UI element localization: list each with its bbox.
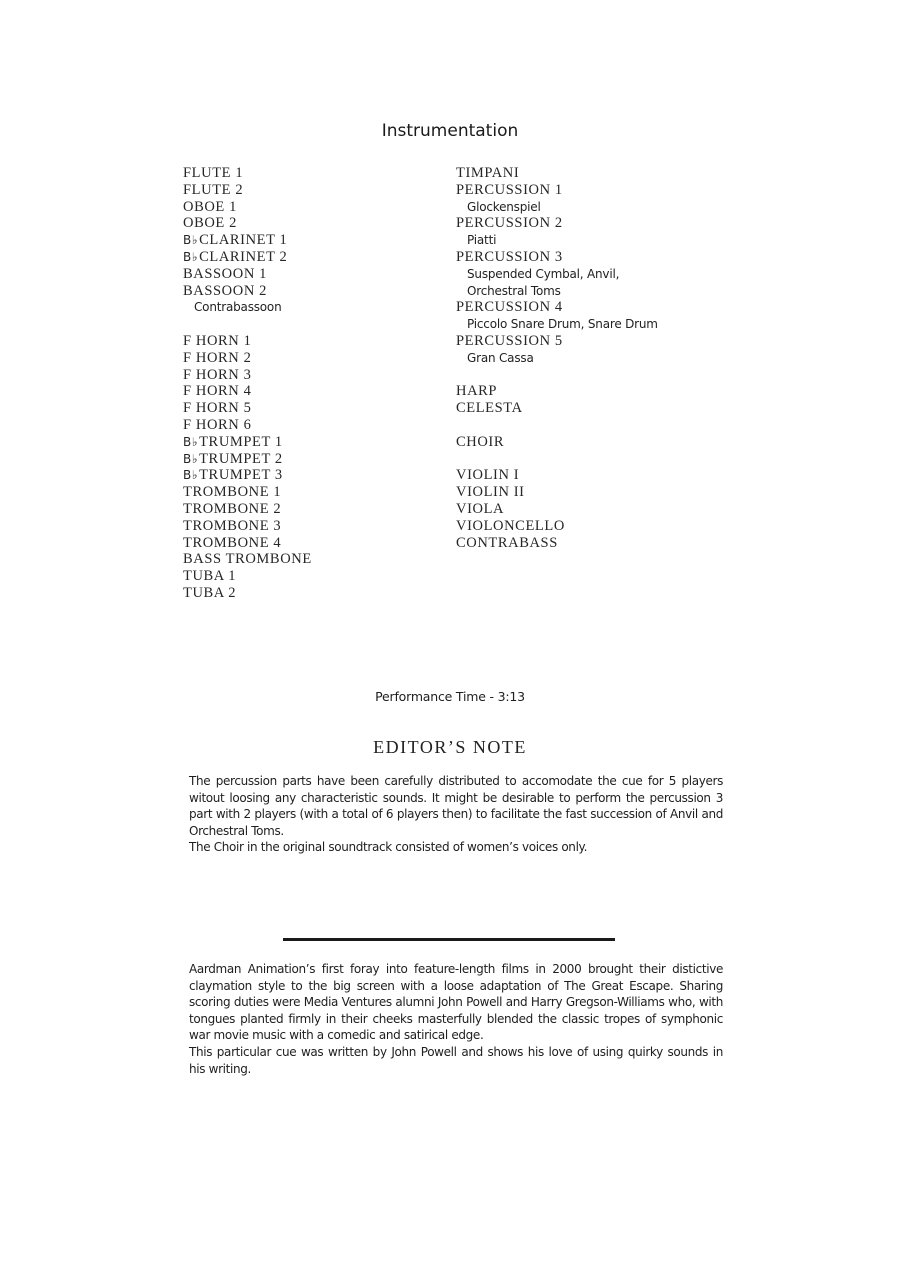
instrument-name: VIOLONCELLO	[456, 517, 565, 534]
instrument-doubling: Glockenspiel	[467, 199, 541, 214]
instrument-entry	[183, 350, 312, 367]
instrument-entry	[183, 501, 312, 518]
instrument-name: FLUTE 2	[183, 181, 244, 198]
instrument-entry	[456, 182, 658, 199]
instrument-name: VIOLIN II	[456, 484, 525, 501]
instrument-entry	[456, 165, 658, 182]
instrument-name: OBOE 1	[183, 198, 237, 215]
instrument-name: PERCUSSION 1	[456, 181, 563, 198]
instrument-name: TUBA 2	[183, 584, 237, 601]
instrument-entry	[183, 400, 312, 417]
instrument-entry	[183, 199, 312, 216]
instrument-name: PERCUSSION 4	[456, 299, 563, 316]
flat-key-label: B♭	[183, 233, 199, 248]
instrument-name: CLARINET 2	[199, 248, 288, 265]
instrument-doubling: Piatti	[467, 233, 497, 248]
instrument-entry	[183, 283, 312, 300]
instrument-entry	[456, 535, 658, 552]
flat-key-label: B♭	[183, 434, 199, 449]
flat-key-label: B♭	[183, 451, 199, 466]
instrument-name: PERCUSSION 2	[456, 215, 563, 232]
instrument-entry	[456, 383, 658, 400]
instrument-entry	[456, 434, 658, 451]
instrument-entry	[183, 535, 312, 552]
instrument-entry	[456, 249, 658, 266]
instrument-doubling: Contrabassoon	[194, 300, 282, 315]
instrument-entry	[183, 518, 312, 535]
instrument-name: TROMBONE 4	[183, 534, 282, 551]
about-text	[189, 961, 723, 1077]
instrument-entry	[183, 182, 312, 199]
instrument-name: CHOIR	[456, 433, 505, 450]
instrument-name: F HORN 6	[183, 416, 252, 433]
instrument-entry	[183, 215, 312, 232]
instrument-entry	[183, 333, 312, 350]
instrument-name: TRUMPET 2	[199, 450, 283, 467]
instrument-entry	[183, 367, 312, 384]
instrument-name: F HORN 1	[183, 332, 252, 349]
instrument-name: CELESTA	[456, 400, 523, 417]
instrument-doubling: Gran Cassa	[467, 350, 534, 365]
instrument-name: BASS TROMBONE	[183, 551, 312, 568]
instrument-doubling: Orchestral Toms	[467, 283, 561, 298]
instrument-name: TROMBONE 2	[183, 500, 282, 517]
performance-time: Performance Time - 3:13	[375, 689, 525, 704]
instrument-entry	[183, 232, 312, 249]
editors-note-paragraph: The percussion parts have been carefully distributed to accomodate the cue for 5 players witout loosing any characteristic sounds. It might be desirable to perform the percussion 3 part with 2 players (with a total of 6 players then) to facilitate the fast succession of Anvil and Orchestral Toms.	[189, 774, 723, 838]
section-gap	[456, 451, 658, 468]
section-gap	[183, 316, 312, 333]
instrument-doubling: Piccolo Snare Drum, Snare Drum	[467, 317, 658, 332]
instrument-entry	[183, 165, 312, 182]
editors-note-heading: EDITOR’S NOTE	[373, 737, 527, 757]
instrument-name: PERCUSSION 5	[456, 332, 563, 349]
instrument-name: F HORN 4	[183, 383, 252, 400]
instrument-doubling: Suspended Cymbal, Anvil,	[467, 266, 620, 281]
instrument-name: TIMPANI	[456, 165, 520, 181]
instrument-entry	[456, 299, 658, 316]
instrument-entry	[456, 467, 658, 484]
instrument-name: PERCUSSION 3	[456, 248, 563, 265]
instrument-entry	[456, 484, 658, 501]
instrument-entry	[456, 501, 658, 518]
instrument-name: F HORN 2	[183, 349, 252, 366]
about-paragraph: Aardman Animation’s first foray into feature-length films in 2000 brought their distictive claymation style to the big screen with a loose adaptation of The Great Escape. Sharing scoring duties were Media Ventures alumni John Powell and Harry Gregson-Williams who, with tongues planted firmly in their cheeks masterfully blended the classic tropes of symphonic war movie music with a comedic and satirical edge.	[189, 962, 723, 1043]
instrument-entry	[183, 484, 312, 501]
instrument-name: F HORN 3	[183, 366, 252, 383]
instrument-entry	[183, 383, 312, 400]
instrument-name: CLARINET 1	[199, 232, 288, 249]
section-divider	[283, 938, 615, 941]
instrument-name: TROMBONE 1	[183, 484, 282, 501]
instrument-list-left	[183, 165, 312, 602]
instrument-name: TROMBONE 3	[183, 517, 282, 534]
instrument-entry	[183, 417, 312, 434]
instrument-name: HARP	[456, 383, 498, 400]
instrument-entry	[456, 518, 658, 535]
instrument-entry	[183, 585, 312, 602]
instrument-entry	[456, 333, 658, 350]
instrument-name: TUBA 1	[183, 568, 237, 585]
page-title: Instrumentation	[381, 121, 519, 141]
instrument-list-right	[456, 165, 658, 551]
section-gap	[456, 367, 658, 384]
instrument-name: OBOE 2	[183, 215, 237, 232]
editors-note-paragraph: The Choir in the original soundtrack consisted of women’s voices only.	[189, 840, 588, 855]
editors-note-text	[189, 773, 723, 856]
instrument-name: F HORN 5	[183, 400, 252, 417]
instrument-entry	[183, 266, 312, 283]
instrument-entry	[456, 400, 658, 417]
instrument-name: VIOLA	[456, 500, 505, 517]
flat-key-label: B♭	[183, 468, 199, 483]
instrument-name: VIOLIN I	[456, 467, 520, 484]
instrument-entry	[183, 551, 312, 568]
section-gap	[456, 417, 658, 434]
about-paragraph: This particular cue was written by John Powell and shows his love of using quirky sounds in his writing.	[189, 1044, 723, 1076]
instrument-entry	[456, 215, 658, 232]
instrument-name: FLUTE 1	[183, 165, 244, 181]
instrument-entry	[183, 249, 312, 266]
instrument-entry	[183, 451, 312, 468]
instrument-entry	[183, 568, 312, 585]
instrument-entry	[183, 467, 312, 484]
flat-key-label: B♭	[183, 249, 199, 264]
instrument-name: BASSOON 2	[183, 282, 267, 299]
instrument-name: TRUMPET 3	[199, 467, 283, 484]
instrument-name: BASSOON 1	[183, 265, 267, 282]
instrument-entry	[183, 434, 312, 451]
instrument-name: TRUMPET 1	[199, 433, 283, 450]
instrument-name: CONTRABASS	[456, 534, 558, 551]
